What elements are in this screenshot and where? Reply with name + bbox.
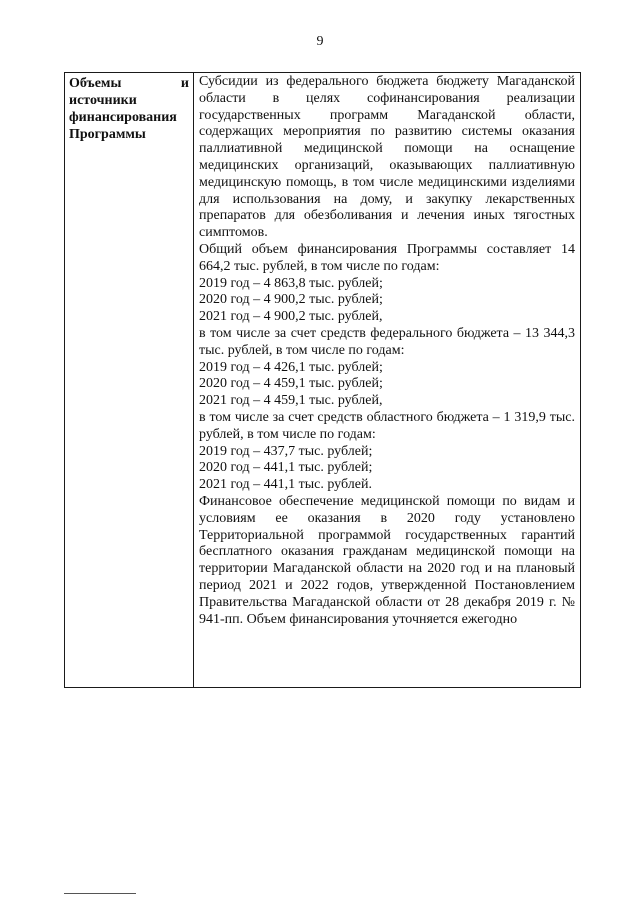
federal-year-2019: 2019 год – 4 426,1 тыс. рублей; [199,359,383,375]
financing-table [64,72,581,688]
table-row [65,73,581,688]
federal-year-2020: 2020 год – 4 459,1 тыс. рублей; [199,376,383,392]
page-number: 9 [316,34,324,49]
table-label-cell [65,73,194,688]
financing-content [194,73,580,628]
total-year-2021: 2021 год – 4 900,2 тыс. рублей, [199,309,383,325]
subsidy-description: Субсидии из федерального бюджета бюджету Магаданской области в целях софинансирования реализации государственных программ Магаданской области, содержащих мероприятия по развитию системы оказания паллиативной медицинской помощи на оснащение медицинских организаций, оказывающих паллиативную медицинскую помощь, в том числе медицинскими изделиями для использования на дому, и закупку лекарственных препаратов для обезболивания и лечения иных тягостных симптомов. [199,74,575,241]
footnote-rule [64,893,136,894]
label-line: Программы [69,127,146,142]
row-label [65,73,193,143]
total-year-2020: 2020 год – 4 900,2 тыс. рублей; [199,292,383,308]
label-line: Объемы и [69,76,189,91]
label-line: финансирования [69,110,177,125]
federal-year-2021: 2021 год – 4 459,1 тыс. рублей, [199,393,383,409]
total-year-2019: 2019 год – 4 863,8 тыс. рублей; [199,275,383,291]
regional-year-2021: 2021 год – 441,1 тыс. рублей. [199,477,372,493]
regional-year-2019: 2019 год – 437,7 тыс. рублей; [199,443,373,459]
federal-funding-intro: в том числе за счет средств федерального бюджета – 13 344,3 тыс. рублей, в том числе по годам: [199,325,575,358]
total-funding-intro: Общий объем финансирования Программы составляет 14 664,2 тыс. рублей, в том числе по годам: [199,241,575,274]
regional-funding-intro: в том числе за счет средств областного бюджета – 1 319,9 тыс. рублей, в том числе по годам: [199,409,575,442]
closing-paragraph: Финансовое обеспечение медицинской помощи по видам и условиям ее оказания в 2020 году установлено Территориальной программой государственных гарантий бесплатного оказания гражданам медицинской помощи на территории Магаданской области на 2020 год и на плановый период 2021 и 2022 годов, утвержденной Постановлением Правительства Магаданской области от 28 декабря 2019 г. № 941-пп. Объем финансирования уточняется ежегодно [199,493,575,627]
table-content-cell [194,73,581,688]
label-line: источники [69,93,137,108]
regional-year-2020: 2020 год – 441,1 тыс. рублей; [199,460,373,476]
